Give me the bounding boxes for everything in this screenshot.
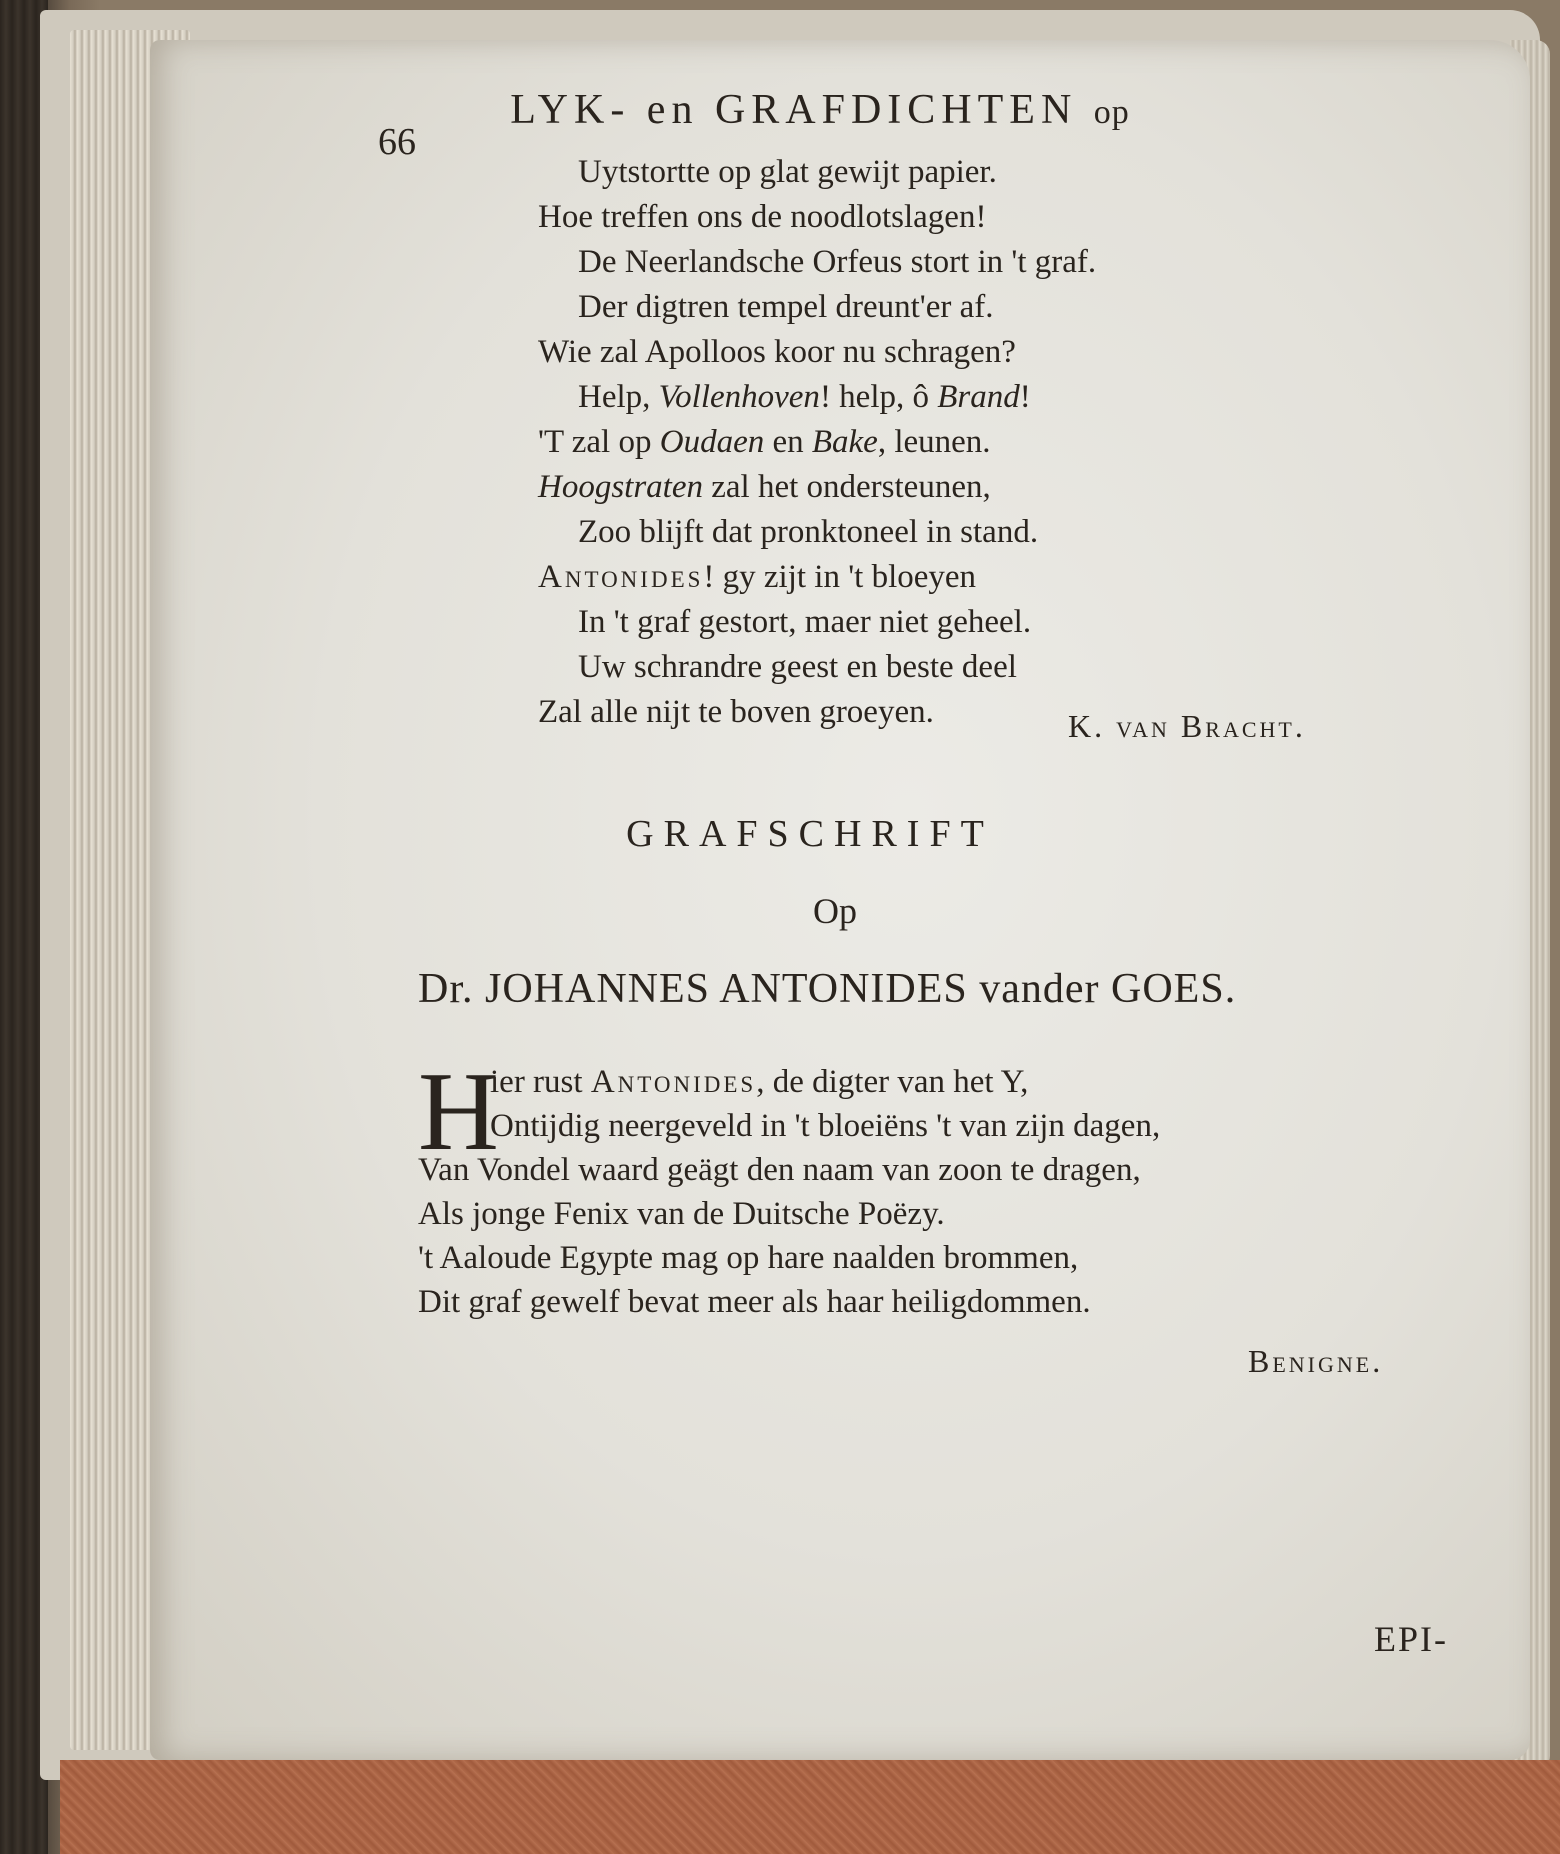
- page-number: 66: [378, 121, 416, 163]
- poem-line: [538, 465, 1096, 510]
- poem-signature: K. van Bracht.: [1068, 708, 1306, 744]
- catchword: EPI-: [1374, 1619, 1448, 1659]
- text-run: Help,: [578, 379, 659, 415]
- epitaph-rest-lines: [418, 1148, 1141, 1324]
- text-run: ier rust: [490, 1064, 591, 1100]
- poem-line: Uytstortte op glat gewijt papier.: [578, 154, 997, 190]
- epitaph-line: Van Vondel waard geägt den naam van zoon te dragen,: [418, 1152, 1141, 1188]
- name-italic: Bake: [811, 424, 878, 460]
- epitaph-line: Dit graf gewelf bevat meer als haar heiligdommen.: [418, 1284, 1091, 1320]
- epitaph-first-lines: [490, 1060, 1160, 1148]
- poem-line: Hoe treffen ons de noodlotslagen!: [538, 199, 987, 235]
- poem-line: Zoo blijft dat pronktoneel in stand.: [578, 514, 1039, 550]
- poem-line: Wie zal Apolloos koor nu schragen?: [538, 334, 1016, 370]
- name-smallcaps: Antonides: [590, 1064, 757, 1100]
- text-run: 'T zal op: [538, 424, 660, 460]
- epitaph-dedicatee: Dr. JOHANNES ANTONIDES vander GOES.: [418, 966, 1237, 1012]
- epitaph-line: Als jonge Fenix van de Duitsche Poëzy.: [418, 1196, 945, 1232]
- name-italic: Brand: [937, 379, 1020, 415]
- epitaph-line: Ontijdig neergeveld in 't bloeiëns 't van zijn dagen,: [490, 1108, 1161, 1144]
- poem: [538, 150, 1096, 735]
- poem-line: [538, 555, 1096, 600]
- poem-line: Zal alle nijt te boven groeyen.: [538, 694, 934, 730]
- text-run: en: [764, 424, 812, 460]
- text-run: ! gy zijt in 't bloeyen: [703, 559, 977, 595]
- running-head-end: op: [1093, 94, 1130, 131]
- poem-line: [538, 420, 1096, 465]
- fabric-background: [60, 1760, 1560, 1854]
- name-italic: Hoogstraten: [538, 469, 703, 505]
- running-head-title: LYK- en GRAFDICHTEN: [510, 87, 1078, 133]
- epitaph-line: 't Aaloude Egypte mag op hare naalden brommen,: [418, 1240, 1079, 1276]
- epitaph-signature: Benigne.: [1248, 1343, 1384, 1379]
- text-run: , de digter van het Y,: [756, 1064, 1029, 1100]
- poem-line: De Neerlandsche Orfeus stort in 't graf.: [578, 244, 1097, 280]
- poem-line: Uw schrandre geest en beste deel: [578, 649, 1017, 685]
- running-head: [0, 86, 1560, 134]
- name-italic: Vollenhoven: [658, 379, 820, 415]
- poem-line: Der digtren tempel dreunt'er af.: [578, 289, 994, 325]
- text-run: !: [1019, 379, 1031, 415]
- text-run: zal het ondersteunen,: [703, 469, 991, 505]
- poem-line: In 't graf gestort, maer niet geheel.: [578, 604, 1032, 640]
- name-italic: Oudaen: [659, 424, 765, 460]
- name-smallcaps: Antonides: [538, 559, 704, 595]
- drop-cap: H: [418, 1050, 499, 1174]
- text-run: , leunen.: [877, 424, 991, 460]
- text-run: ! help, ô: [819, 379, 938, 415]
- poem-line: [538, 375, 1096, 420]
- epitaph-line: [490, 1060, 1160, 1104]
- epitaph-subtitle: Op: [813, 891, 857, 931]
- epitaph-title: GRAFSCHRIFT: [626, 813, 994, 855]
